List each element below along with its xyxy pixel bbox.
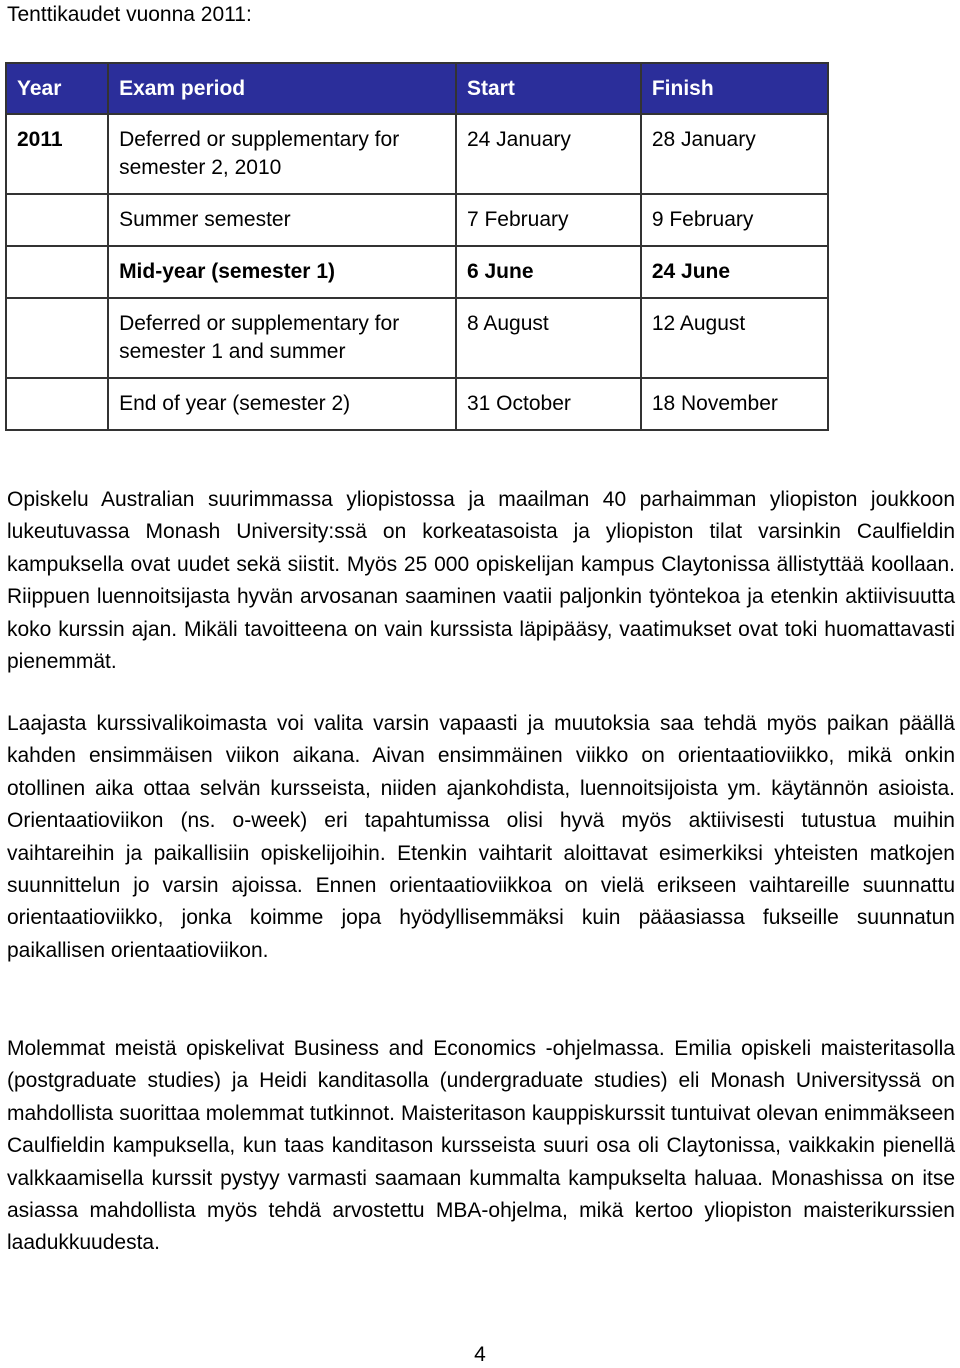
cell-period: End of year (semester 2)	[108, 378, 456, 430]
body-paragraph: Molemmat meistä opiskelivat Business and Economics -ohjelmassa. Emilia opiskeli maisteritasolla (postgraduate studies) ja Heidi kanditasolla (undergraduate studies) eli Monash Universityssä on mahdollista suorittaa molemmat tutkinnot. Maisteritason kauppiskurssit tuntuivat olevan enimmäkseen Caulfieldin kampuksella, kun taas kanditason kursseista suuri osa oli Claytonissa, vaikkakin pienellä valkkaamisella kurssit pystyy varmasti saamaan kummalta kampukselta haluaa. Monashissa on itse asiassa mahdollista myös tehdä arvostettu MBA-ohjelma, mikä kertoo yliopiston maisterikurssien laadukkuudesta.	[7, 1037, 955, 1255]
cell-finish: 9 February	[641, 194, 828, 246]
cell-period: Mid-year (semester 1)	[108, 246, 456, 298]
cell-period: Summer semester	[108, 194, 456, 246]
cell-start: 6 June	[456, 246, 641, 298]
cell-year	[6, 194, 108, 246]
cell-period: Deferred or supplementary for semester 1 and summer	[108, 298, 456, 378]
page-number: 4	[474, 1343, 486, 1366]
cell-finish: 12 August	[641, 298, 828, 378]
exam-period-table	[5, 62, 829, 431]
cell-finish: 24 June	[641, 246, 828, 298]
header-start: Start	[456, 63, 641, 114]
header-year: Year	[6, 63, 108, 114]
table-row	[6, 246, 828, 298]
cell-start: 24 January	[456, 114, 641, 194]
header-finish: Finish	[641, 63, 828, 114]
cell-finish: 28 January	[641, 114, 828, 194]
header-exam-period: Exam period	[108, 63, 456, 114]
cell-start: 7 February	[456, 194, 641, 246]
body-paragraph: Laajasta kurssivalikoimasta voi valita varsin vapaasti ja muutoksia saa tehdä myös paikan päällä kahden ensimmäisen viikon aikana. Aivan ensimmäinen viikko on orientaatioviikko, mikä onkin otollinen aika ottaa selvän kursseista, niiden ajankohdista, luennoitsijoista ym. käytännön asioista. Orientaatioviikon (ns. o-week) eri tapahtumissa olisi hyvä myös aktiivisesti tutustua muihin vaihtareihin ja paikallisiin opiskelijoihin. Etenkin vaihtarit aloittavat esimerkiksi yhteisten matkojen suunnittelun jo varsin ajoissa. Ennen orientaatioviikkoa on vielä erikseen vaihtareille suunnattu orientaatioviikko, jonka koimme jopa hyödyllisemmäksi kuin pääasiassa fukseille suunnatun paikallisen orientaatioviikon.	[7, 712, 955, 962]
table-row	[6, 378, 828, 430]
cell-year	[6, 298, 108, 378]
table-row	[6, 298, 828, 378]
table-header-row	[6, 63, 828, 114]
cell-start: 8 August	[456, 298, 641, 378]
body-paragraph: Opiskelu Australian suurimmassa yliopistossa ja maailman 40 parhaimman yliopiston joukkoon lukeutuvassa Monash University:ssä on korkeatasoista ja yliopiston tilat varsinkin Caulfieldin kampuksella ovat uudet sekä siistit. Myös 25 000 opiskelijan kampus Claytonissa ällistyttää koollaan. Riippuen luennoitsijasta hyvän arvosanan saaminen vaatii paljonkin työntekoa ja etenkin aktiivisuutta koko kurssin ajan. Mikäli tavoitteena on vain kurssista läpipääsy, vaatimukset ovat toki huomattavasti pienemmät.	[7, 488, 955, 674]
table-row	[6, 194, 828, 246]
cell-finish: 18 November	[641, 378, 828, 430]
section-heading: Tenttikaudet vuonna 2011:	[7, 3, 252, 26]
cell-year	[6, 378, 108, 430]
cell-year	[6, 246, 108, 298]
cell-year: 2011	[6, 114, 108, 194]
cell-period: Deferred or supplementary for semester 2, 2010	[108, 114, 456, 194]
cell-start: 31 October	[456, 378, 641, 430]
table-row	[6, 114, 828, 194]
